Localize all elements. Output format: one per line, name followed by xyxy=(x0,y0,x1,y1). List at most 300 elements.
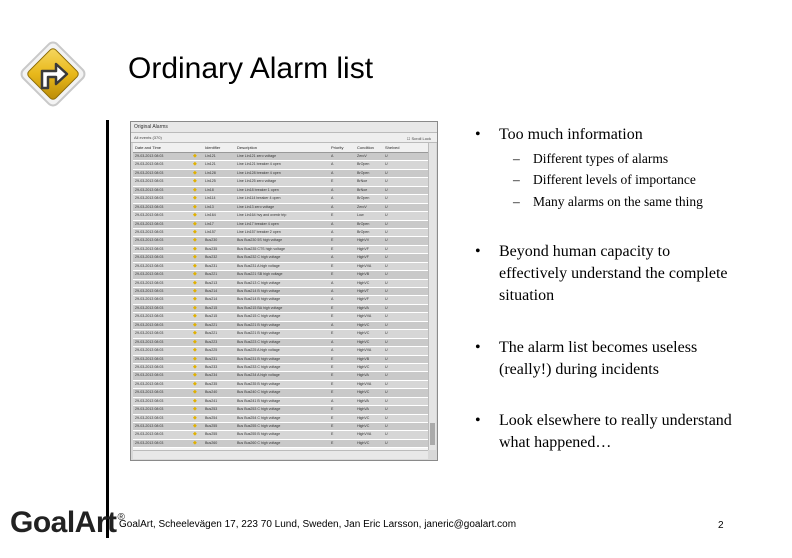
column-header[interactable]: Shelved xyxy=(385,145,400,150)
table-cell: 29-03-2013 08:03 xyxy=(135,255,164,260)
table-cell: BrOpen xyxy=(357,162,370,167)
table-cell: Bus Bus221 B high voltage xyxy=(237,331,281,336)
table-cell: HighVA xyxy=(357,305,369,310)
table-row[interactable] xyxy=(133,254,428,262)
table-cell: E xyxy=(331,213,334,218)
table-cell: 29-03-2013 08:03 xyxy=(135,339,164,344)
table-row[interactable] xyxy=(133,364,428,372)
table-cell: Bus255 xyxy=(205,424,218,428)
table-row[interactable] xyxy=(133,347,428,355)
table-cell: 29-03-2013 08:03 xyxy=(135,432,164,437)
table-cell: U xyxy=(385,297,388,302)
slide-title: Ordinary Alarm list xyxy=(128,52,374,85)
sub-bullet-item xyxy=(513,191,703,212)
table-cell: A xyxy=(331,322,334,327)
table-cell: Lin17 xyxy=(205,221,214,226)
table-cell: E xyxy=(331,407,334,412)
table-cell: U xyxy=(385,390,388,395)
dash-mark: – xyxy=(513,172,520,187)
alarm-diamond-icon: ◆ xyxy=(193,220,197,227)
alarm-diamond-icon: ◆ xyxy=(193,186,197,193)
table-cell: U xyxy=(385,407,388,412)
alarm-diamond-icon: ◆ xyxy=(193,203,197,210)
table-cell: 29-03-2013 08:03 xyxy=(135,356,164,361)
table-cell: Bus215 xyxy=(205,314,218,319)
bullet-mark: • xyxy=(475,243,481,260)
sub-bullet-text: Different levels of importance xyxy=(533,172,696,187)
alarm-diamond-icon: ◆ xyxy=(193,423,197,429)
alarm-diamond-icon: ◆ xyxy=(193,271,197,278)
table-cell: E xyxy=(331,263,334,268)
table-cell: ZeroV xyxy=(357,154,367,158)
table-cell: Bus241 xyxy=(205,398,218,403)
alarm-diamond-icon: ◆ xyxy=(193,254,197,261)
table-row[interactable] xyxy=(133,330,428,338)
table-cell: 29-03-2013 08:03 xyxy=(135,440,164,445)
table-cell: Bus Bus235 B high voltage xyxy=(237,381,281,386)
table-cell: U xyxy=(385,415,388,420)
dash-mark: – xyxy=(513,194,520,209)
table-cell: Bus214 xyxy=(205,297,218,302)
table-cell: Bus Bus254 C high voltage xyxy=(237,415,281,420)
alarm-diamond-icon: ◆ xyxy=(193,414,197,421)
table-cell: U xyxy=(385,238,388,243)
table-cell: U xyxy=(385,204,388,209)
table-cell: U xyxy=(385,381,388,386)
table-cell: Bus Bus214 B high voltage xyxy=(237,289,281,293)
table-cell: HighVVA xyxy=(357,381,372,386)
table-cell: 29-03-2013 08:03 xyxy=(135,373,164,378)
table-cell: U xyxy=(385,322,388,327)
table-cell: Line Lin17 breaker 4 open xyxy=(237,221,279,226)
table-cell: Bus221 xyxy=(205,322,218,327)
table-cell: U xyxy=(385,263,388,268)
table-cell: 29-03-2013 08:03 xyxy=(135,272,164,277)
page-number: 2 xyxy=(718,520,724,531)
table-cell: U xyxy=(385,289,388,293)
table-cell: HighVA xyxy=(357,398,369,403)
table-cell: Low xyxy=(357,213,364,218)
table-cell: 29-03-2013 08:03 xyxy=(135,381,164,386)
bullet-item xyxy=(475,241,729,307)
table-cell: Bus Bus215 BA high voltage xyxy=(237,305,283,310)
table-cell: HighVF xyxy=(357,297,369,302)
table-row[interactable] xyxy=(133,153,428,161)
table-row[interactable] xyxy=(133,161,428,169)
column-header[interactable]: Condition xyxy=(357,145,374,150)
table-cell: U xyxy=(385,221,388,226)
alarm-diamond-icon: ◆ xyxy=(193,304,197,311)
table-cell: Bus223 xyxy=(205,339,218,344)
table-cell: 29-03-2013 08:03 xyxy=(135,196,164,201)
alarm-list-window xyxy=(130,121,438,461)
table-cell: Bus Bus240 C high voltage xyxy=(237,390,281,395)
table-cell: Lin128 xyxy=(205,170,216,175)
table-cell: 29-03-2013 08:03 xyxy=(135,162,164,167)
table-cell: Bus235 xyxy=(205,246,218,251)
table-cell: HighVV xyxy=(357,238,370,243)
table-row[interactable] xyxy=(133,372,428,380)
table-cell: A xyxy=(331,255,334,260)
table-cell: Bus Bus234 A high voltage xyxy=(237,373,280,378)
table-cell: E xyxy=(331,356,334,361)
table-cell: Line Lin125 zero voltage xyxy=(237,179,277,184)
alarm-diamond-icon: ◆ xyxy=(193,161,197,168)
table-row[interactable] xyxy=(133,178,428,186)
alarm-window-title: Original Alarms xyxy=(131,122,437,133)
sub-bullet-item xyxy=(513,148,669,169)
table-cell: U xyxy=(385,356,388,361)
alarm-diamond-icon: ◆ xyxy=(193,338,197,345)
table-cell: Line Lin128 breaker 4 open xyxy=(237,170,281,175)
alarm-table-header xyxy=(133,143,428,153)
bullet-item xyxy=(475,337,739,381)
table-row[interactable] xyxy=(133,280,428,288)
bullet-mark: • xyxy=(475,412,481,429)
table-cell: U xyxy=(385,229,388,234)
alarm-diamond-icon: ◆ xyxy=(193,321,197,328)
brand-wordmark: GoalArt® xyxy=(10,506,125,539)
table-cell: Lin121 xyxy=(205,162,216,167)
table-cell: HighVA xyxy=(357,407,369,412)
table-cell: E xyxy=(331,305,334,310)
table-row[interactable] xyxy=(133,431,428,439)
table-cell: 29-03-2013 08:03 xyxy=(135,238,164,243)
table-cell: 29-03-2013 08:03 xyxy=(135,221,164,226)
table-cell: BrNoe xyxy=(357,187,368,192)
alarm-diamond-icon: ◆ xyxy=(193,212,197,219)
table-row[interactable] xyxy=(133,229,428,237)
table-row[interactable] xyxy=(133,204,428,212)
alarm-diamond-icon: ◆ xyxy=(193,153,197,159)
table-cell: Bus253 xyxy=(205,407,218,412)
table-row[interactable] xyxy=(133,263,428,271)
table-cell: Bus254 xyxy=(205,415,218,420)
table-cell: Bus Bus231 A high voltage xyxy=(237,263,280,268)
table-cell: Bus Bus232 C high voltage xyxy=(237,255,281,260)
table-cell: 29-03-2013 08:03 xyxy=(135,322,164,327)
alarm-diamond-icon: ◆ xyxy=(193,279,197,286)
column-header[interactable]: Date and Time xyxy=(135,145,162,150)
table-cell: ZeroV xyxy=(357,204,367,209)
alarm-diamond-icon: ◆ xyxy=(193,296,197,303)
alarm-diamond-icon: ◆ xyxy=(193,288,197,294)
table-cell: HighVF xyxy=(357,246,369,251)
table-cell: Bus230 xyxy=(205,238,218,243)
table-cell: 29-03-2013 08:03 xyxy=(135,415,164,420)
table-cell: 29-03-2013 08:03 xyxy=(135,424,164,428)
table-cell: E xyxy=(331,314,334,319)
table-cell: Bus255 xyxy=(205,432,218,437)
table-cell: HighVC xyxy=(357,415,370,420)
table-cell: BrOpen xyxy=(357,196,370,201)
bullet-mark: • xyxy=(475,126,481,143)
scrollbar-thumb[interactable] xyxy=(430,423,435,445)
table-cell: Bus Bus233 C high voltage xyxy=(237,364,281,369)
table-cell: 29-03-2013 08:03 xyxy=(135,179,164,184)
alarm-diamond-icon: ◆ xyxy=(193,380,197,387)
table-row[interactable] xyxy=(133,271,428,279)
table-cell: Bus233 xyxy=(205,364,218,369)
horizontal-scrollbar[interactable] xyxy=(133,450,428,459)
table-cell: Bus214 xyxy=(205,289,218,293)
table-cell: Lin18 xyxy=(205,187,214,192)
column-header[interactable] xyxy=(191,143,203,152)
table-cell: A xyxy=(331,339,334,344)
table-cell: HighVVA xyxy=(357,348,372,353)
table-cell: Line Lin18 breaker 1 open xyxy=(237,187,279,192)
table-cell: HighVA xyxy=(357,373,369,378)
table-cell: HighVC xyxy=(357,322,370,327)
table-cell: E xyxy=(331,331,334,336)
table-row[interactable] xyxy=(133,440,428,448)
table-cell: Bus240 xyxy=(205,390,218,395)
table-cell: 29-03-2013 08:03 xyxy=(135,263,164,268)
table-row[interactable] xyxy=(133,170,428,178)
table-cell: Bus Bus255 C high voltage xyxy=(237,424,281,428)
table-cell: U xyxy=(385,246,388,251)
table-cell: Lin157 xyxy=(205,229,216,234)
table-row[interactable] xyxy=(133,305,428,313)
table-cell: Bus Bus230 5S high voltage xyxy=(237,238,283,243)
column-header[interactable]: Priority xyxy=(331,145,344,150)
table-cell: Bus Bus255 B high voltage xyxy=(237,432,281,437)
table-cell: U xyxy=(385,170,388,175)
table-cell: A xyxy=(331,398,334,403)
dash-mark: – xyxy=(513,151,520,166)
table-cell: 29-03-2013 08:03 xyxy=(135,331,164,336)
alarm-rows xyxy=(133,153,428,448)
table-cell: HighVVA xyxy=(357,263,372,268)
table-cell: A xyxy=(331,280,334,285)
table-cell: A xyxy=(331,162,334,167)
alarm-window-toolbar xyxy=(131,133,437,143)
column-header[interactable]: Description xyxy=(237,145,258,150)
event-count-label: All events (370) xyxy=(134,135,162,140)
bullet-text: Beyond human capacity to effectively understand the complete situation xyxy=(499,243,728,304)
table-cell: E xyxy=(331,415,334,420)
table-cell: 29-03-2013 08:03 xyxy=(135,213,164,218)
goalart-logo-icon xyxy=(12,33,94,115)
table-cell: U xyxy=(385,364,388,369)
table-cell: HighVVA xyxy=(357,314,372,319)
table-cell: 29-03-2013 08:03 xyxy=(135,390,164,395)
table-row[interactable] xyxy=(133,195,428,203)
footer-contact: GoalArt, Scheelevägen 17, 223 70 Lund, Sweden, Jan Eric Larsson, janeric@goalart.com xyxy=(119,519,517,530)
alarm-diamond-icon: ◆ xyxy=(193,228,197,235)
table-cell: Bus Bus241 B high voltage xyxy=(237,398,281,403)
table-cell: E xyxy=(331,424,334,428)
table-cell: Bus Bus235 CTS high voltage xyxy=(237,246,285,251)
alarm-table xyxy=(133,143,428,450)
table-cell: A xyxy=(331,170,334,175)
table-cell: 29-03-2013 08:03 xyxy=(135,348,164,353)
table-row[interactable] xyxy=(133,187,428,195)
table-row[interactable] xyxy=(133,415,428,423)
bullet-text: Too much information xyxy=(499,126,643,143)
table-cell: HighVT xyxy=(357,289,369,293)
table-cell: BrOpen xyxy=(357,221,370,226)
table-cell: Line Lin121 zero voltage xyxy=(237,154,277,158)
sub-bullet-text: Different types of alarms xyxy=(533,151,669,166)
table-cell: U xyxy=(385,187,388,192)
table-cell: 29-03-2013 08:03 xyxy=(135,187,164,192)
vertical-divider xyxy=(106,120,109,538)
table-cell: U xyxy=(385,432,388,437)
table-cell: E xyxy=(331,373,334,378)
sub-bullet-text: Many alarms on the same thing xyxy=(533,194,703,209)
vertical-scrollbar[interactable] xyxy=(428,143,436,450)
table-row[interactable] xyxy=(133,423,428,431)
table-row[interactable] xyxy=(133,389,428,397)
table-cell: 29-03-2013 08:03 xyxy=(135,246,164,251)
table-cell: A xyxy=(331,348,334,353)
table-cell: U xyxy=(385,272,388,277)
table-cell: U xyxy=(385,280,388,285)
table-cell: E xyxy=(331,381,334,386)
table-row[interactable] xyxy=(133,398,428,406)
table-cell: HighVF xyxy=(357,255,369,260)
table-cell: HighVC xyxy=(357,424,370,428)
table-cell: U xyxy=(385,348,388,353)
column-header[interactable]: Identifier xyxy=(205,145,221,150)
alarm-diamond-icon: ◆ xyxy=(193,330,197,337)
table-row[interactable] xyxy=(133,296,428,304)
table-cell: 29-03-2013 08:03 xyxy=(135,229,164,234)
table-cell: Bus Bus215 C high voltage xyxy=(237,314,281,319)
table-cell: HighVVA xyxy=(357,432,372,437)
alarm-diamond-icon: ◆ xyxy=(193,355,197,362)
table-row[interactable] xyxy=(133,246,428,254)
table-cell: Bus Bus214 B high voltage xyxy=(237,297,281,302)
table-cell: Lin121 xyxy=(205,154,216,158)
bullet-text: The alarm list becomes useless (really!) during incidents xyxy=(499,339,698,378)
bullet-mark: • xyxy=(475,339,481,356)
table-cell: E xyxy=(331,246,334,251)
table-cell: U xyxy=(385,196,388,201)
table-cell: HighVC xyxy=(357,339,370,344)
table-cell: HighVC xyxy=(357,390,370,395)
table-cell: E xyxy=(331,440,334,445)
table-cell: E xyxy=(331,364,334,369)
alarm-diamond-icon: ◆ xyxy=(193,347,197,354)
alarm-diamond-icon: ◆ xyxy=(193,389,197,396)
alarm-diamond-icon: ◆ xyxy=(193,178,197,185)
table-cell: Lin13 xyxy=(205,204,214,209)
table-cell: A xyxy=(331,187,334,192)
table-row[interactable] xyxy=(133,237,428,245)
table-row[interactable] xyxy=(133,339,428,347)
table-cell: Lin164 xyxy=(205,213,216,218)
table-cell: Bus231 xyxy=(205,356,218,361)
table-cell: Bus225 xyxy=(205,348,218,353)
table-cell: U xyxy=(385,339,388,344)
table-cell: A xyxy=(331,204,334,209)
bullet-text: Look elsewhere to really understand what happened… xyxy=(499,412,732,451)
table-cell: E xyxy=(331,238,334,243)
table-cell: U xyxy=(385,424,388,428)
table-cell: 29-03-2013 08:03 xyxy=(135,289,164,293)
table-cell: 29-03-2013 08:03 xyxy=(135,398,164,403)
table-cell: Bus234 xyxy=(205,373,218,378)
alarm-diamond-icon: ◆ xyxy=(193,262,197,269)
table-cell: Bus Bus260 C high voltage xyxy=(237,440,281,445)
table-cell: HighVC xyxy=(357,280,370,285)
table-row[interactable] xyxy=(133,212,428,220)
table-cell: Bus221 xyxy=(205,331,218,336)
table-cell: Bus215 xyxy=(205,305,218,310)
table-cell: U xyxy=(385,398,388,403)
table-cell: A xyxy=(331,154,334,158)
table-row[interactable] xyxy=(133,313,428,321)
table-cell: 29-03-2013 08:03 xyxy=(135,364,164,369)
table-cell: Line Lin157 breaker 2 open xyxy=(237,229,281,234)
table-cell: U xyxy=(385,314,388,319)
table-cell: BrOpen xyxy=(357,170,370,175)
table-cell: A xyxy=(331,196,334,201)
table-cell: Line Lin114 breaker 4 open xyxy=(237,196,281,201)
bullet-item xyxy=(475,124,749,146)
table-cell: A xyxy=(331,229,334,234)
table-row[interactable] xyxy=(133,221,428,229)
table-cell: Bus Bus225 A high voltage xyxy=(237,348,280,353)
alarm-diamond-icon: ◆ xyxy=(193,313,197,320)
table-cell: E xyxy=(331,272,334,277)
table-cell: Bus Bus231 B high voltage xyxy=(237,356,281,361)
table-cell: U xyxy=(385,331,388,336)
table-cell: 29-03-2013 08:03 xyxy=(135,154,164,158)
table-cell: 29-03-2013 08:03 xyxy=(135,280,164,285)
table-cell: Bus Bus223 C high voltage xyxy=(237,339,281,344)
table-cell: Bus Bus213 C high voltage xyxy=(237,280,281,285)
table-cell: U xyxy=(385,154,388,158)
table-cell: Bus232 xyxy=(205,255,218,260)
table-cell: Bus Bus221 B high voltage xyxy=(237,322,281,327)
alarm-diamond-icon: ◆ xyxy=(193,245,197,252)
table-cell: HighVC xyxy=(357,331,370,336)
table-cell: 29-03-2013 08:03 xyxy=(135,204,164,209)
table-cell: 29-03-2013 08:03 xyxy=(135,297,164,302)
table-cell: Bus260 xyxy=(205,440,218,445)
sub-bullet-item xyxy=(513,169,696,190)
table-cell: BrOpen xyxy=(357,229,370,234)
table-cell: Line Lin164 hvy and overdr trip xyxy=(237,213,287,218)
scroll-lock-checkbox[interactable]: ☐ Scroll Lock xyxy=(406,136,431,141)
table-cell: E xyxy=(331,432,334,437)
table-cell: U xyxy=(385,213,388,218)
alarm-diamond-icon: ◆ xyxy=(193,237,197,244)
alarm-diamond-icon: ◆ xyxy=(193,169,197,176)
table-row[interactable] xyxy=(133,322,428,330)
table-row[interactable] xyxy=(133,356,428,364)
table-row[interactable] xyxy=(133,406,428,414)
table-cell: Bus231 xyxy=(205,263,218,268)
table-row[interactable] xyxy=(133,288,428,296)
table-row[interactable] xyxy=(133,381,428,389)
table-cell: BrNoe xyxy=(357,179,368,184)
table-cell: E xyxy=(331,179,334,184)
table-cell: 29-03-2013 08:03 xyxy=(135,407,164,412)
table-cell: A xyxy=(331,297,334,302)
table-cell: Bus221 xyxy=(205,272,218,277)
table-cell: HighVB xyxy=(357,356,370,361)
table-cell: 29-03-2013 08:03 xyxy=(135,314,164,319)
table-cell: A xyxy=(331,289,334,293)
table-cell: U xyxy=(385,255,388,260)
table-cell: Bus Bus221 SB high voltage xyxy=(237,272,283,277)
table-cell: Bus Bus253 C high voltage xyxy=(237,407,281,412)
alarm-diamond-icon: ◆ xyxy=(193,439,197,446)
